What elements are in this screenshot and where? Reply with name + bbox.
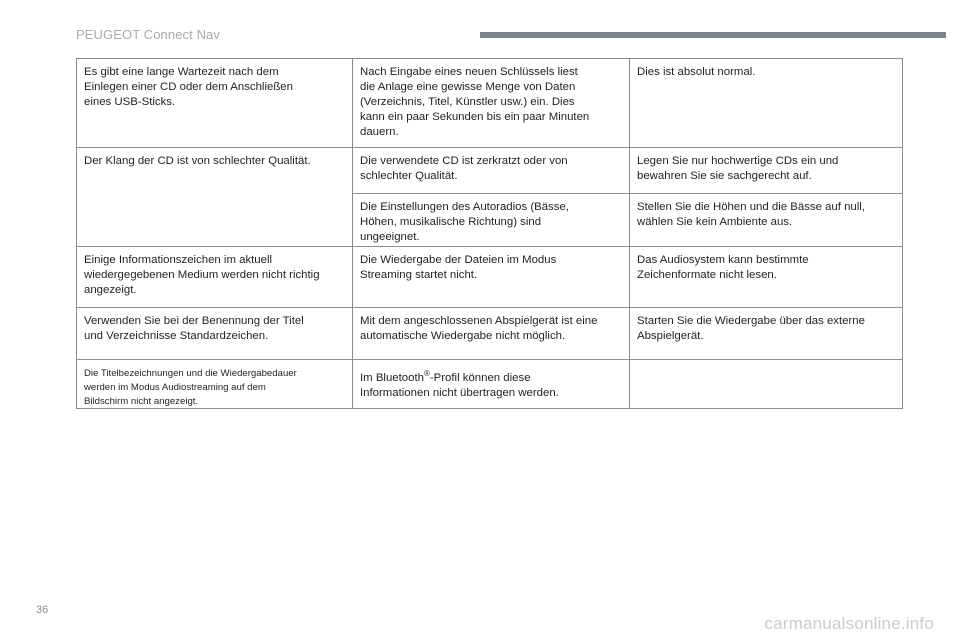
- cause-cell: Die Wiedergabe der Dateien im Modus Streaming startet nicht.: [353, 247, 630, 308]
- page-number: 36: [36, 604, 49, 616]
- cause-cell: Die Einstellungen des Autoradios (Bässe, Höhen, musikalische Richtung) sind ungeeignet.: [353, 194, 630, 247]
- troubleshooting-table: [76, 58, 903, 409]
- header-bar: [480, 32, 946, 38]
- solution-cell: [630, 360, 903, 409]
- cause-cell: Nach Eingabe eines neuen Schlüssels liest die Anlage eine gewisse Menge von Daten (Verzeichnis, Titel, Künstler usw.) ein. Dies kann ein paar Sekunden bis ein paar Minuten dauern.: [353, 59, 630, 148]
- solution-cell: Dies ist absolut normal.: [630, 59, 903, 148]
- solution-cell: Legen Sie nur hochwertige CDs ein und bewahren Sie sie sachgerecht auf.: [630, 148, 903, 194]
- table-row: [77, 148, 903, 194]
- cause-cell: Die verwendete CD ist zerkratzt oder von schlechter Qualität.: [353, 148, 630, 194]
- cause-cell: [353, 360, 630, 409]
- cause-text-prefix: Im Bluetooth: [360, 371, 424, 384]
- watermark: carmanualsonline.info: [764, 614, 934, 633]
- solution-cell: Stellen Sie die Höhen und die Bässe auf null, wählen Sie kein Ambiente aus.: [630, 194, 903, 247]
- table-row: [77, 308, 903, 360]
- problem-cell: [77, 194, 353, 247]
- solution-cell: Starten Sie die Wiedergabe über das externe Abspielgerät.: [630, 308, 903, 360]
- solution-cell: Das Audiosystem kann bestimmte Zeichenformate nicht lesen.: [630, 247, 903, 308]
- table-row: [77, 247, 903, 308]
- page-header-title: PEUGEOT Connect Nav: [76, 27, 220, 42]
- table-row: [77, 360, 903, 409]
- table-row: [77, 59, 903, 148]
- problem-cell: Der Klang der CD ist von schlechter Qualität.: [77, 148, 353, 194]
- problem-cell: Es gibt eine lange Wartezeit nach dem Einlegen einer CD oder dem Anschließen eines USB-Sticks.: [77, 59, 353, 148]
- table-row: [77, 194, 903, 247]
- problem-cell: Verwenden Sie bei der Benennung der Titel und Verzeichnisse Standardzeichen.: [77, 308, 353, 360]
- cause-text-suffix: -Profil können diese Informationen nicht übertragen werden.: [360, 371, 559, 399]
- cause-cell: Mit dem angeschlossenen Abspielgerät ist eine automatische Wiedergabe nicht möglich.: [353, 308, 630, 360]
- registered-mark: ®: [423, 369, 430, 378]
- problem-cell: Einige Informationszeichen im aktuell wiedergegebenen Medium werden nicht richtig angezeigt.: [77, 247, 353, 308]
- problem-cell: Die Titelbezeichnungen und die Wiedergabedauer werden im Modus Audiostreaming auf dem Bildschirm nicht angezeigt.: [77, 360, 353, 409]
